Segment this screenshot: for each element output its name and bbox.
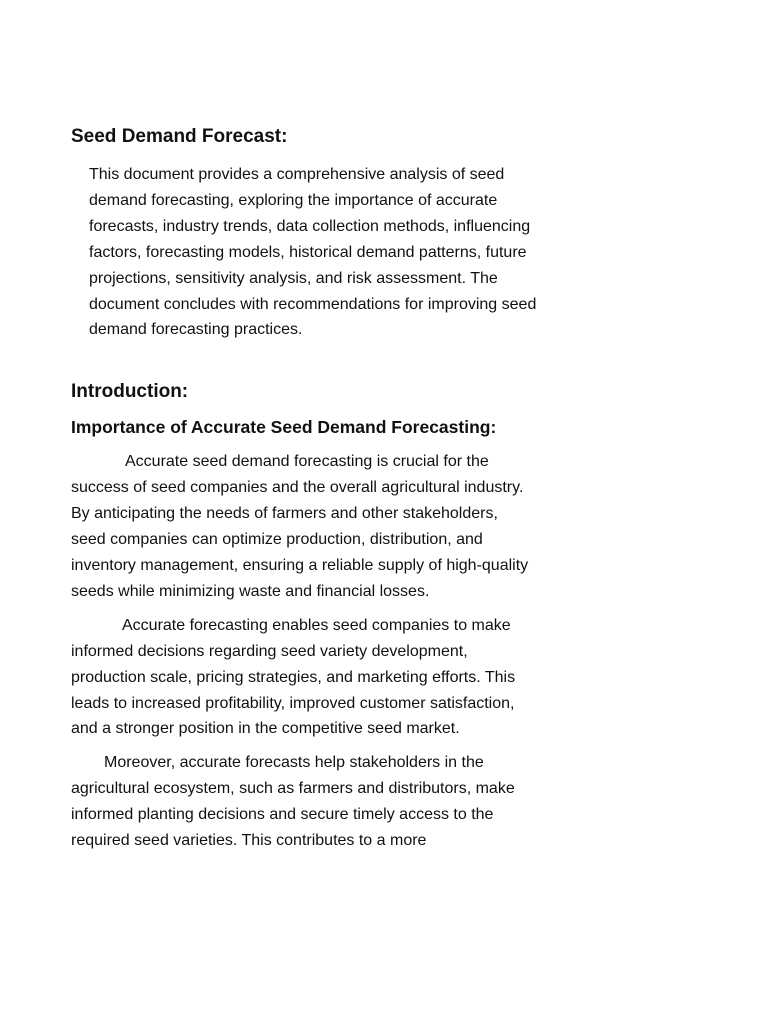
- body-paragraph: Moreover, accurate forecasts help stakeholders in the agricultural ecosystem, such as farmers and distributors, make informed planting decisions and secure timely access to the required seed varieties. This contributes to a more: [71, 754, 515, 850]
- document-page: [71, 124, 541, 862]
- body-paragraph: Accurate seed demand forecasting is crucial for the success of seed companies and the overall agricultural industry. By anticipating the needs of farmers and other stakeholders, seed companies can optimize production, distribution, and inventory management, ensuring a reliable supply of high-quality seeds while minimizing waste and financial losses.: [71, 453, 529, 600]
- subsection-heading-importance: Importance of Accurate Seed Demand Forecasting:: [71, 417, 497, 438]
- document-title: Seed Demand Forecast:: [71, 126, 288, 147]
- section-heading-introduction: Introduction:: [71, 381, 189, 403]
- document-abstract: This document provides a comprehensive analysis of seed demand forecasting, exploring the importance of accurate forecasts, industry trends, data collection methods, influencing factors, forecasting models, historical demand patterns, future projections, sensitivity analysis, and risk assessment. The document concludes with recommendations for improving seed demand forecasting practices.: [89, 166, 537, 339]
- body-paragraph: Accurate forecasting enables seed companies to make informed decisions regarding seed variety development, production scale, pricing strategies, and marketing efforts. This leads to increased profitability, improved customer satisfaction, and a stronger position in the competitive seed market.: [71, 616, 516, 738]
